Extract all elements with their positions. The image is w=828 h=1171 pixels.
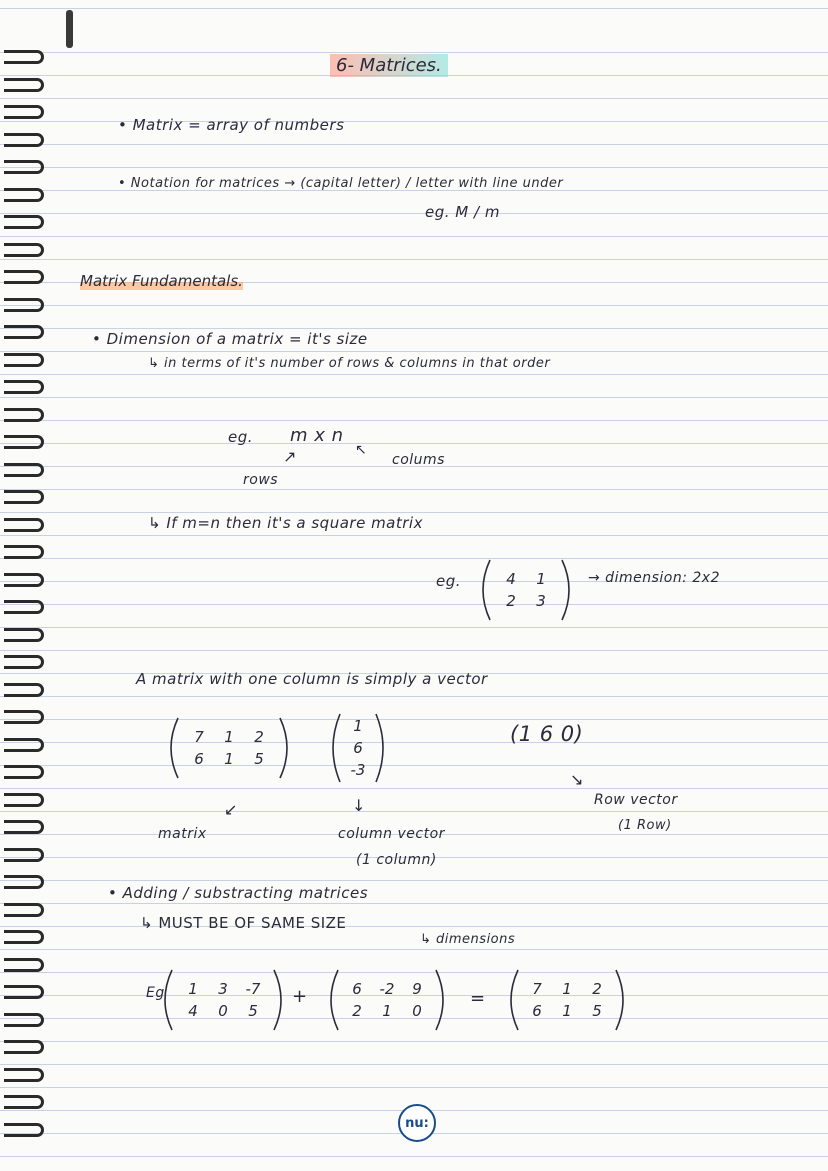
matrix-cell: 5	[592, 1002, 602, 1020]
spiral-ring	[4, 903, 44, 917]
spiral-ring	[4, 765, 44, 779]
spiral-ring	[4, 1068, 44, 1082]
spiral-ring	[4, 628, 44, 642]
adding-statement: • Adding / substracting matrices	[108, 884, 369, 902]
row-arrow-icon: ↘	[570, 770, 584, 789]
spiral-ring	[4, 793, 44, 807]
matrix-cell: 5	[254, 750, 264, 768]
spiral-ring	[4, 518, 44, 532]
columns-label: colums	[392, 452, 445, 468]
matrix-cell: 1	[382, 1002, 392, 1020]
spiral-ring	[4, 820, 44, 834]
square-eg-label: eg.	[436, 572, 462, 590]
same-size-rule: ↳ MUST BE OF SAME SIZE	[140, 914, 347, 932]
spiral-ring	[4, 78, 44, 92]
column-vector-sub: (1 column)	[356, 852, 437, 868]
matrix-cell: 0	[218, 1002, 228, 1020]
square-condition: ↳ If m=n then it's a square matrix	[148, 514, 423, 532]
plus-sign: +	[292, 986, 308, 1007]
matrix-cell: -3	[350, 761, 366, 779]
matrix-cell: 2	[352, 1002, 362, 1020]
dimension-formula: m x n	[290, 425, 344, 446]
spiral-ring	[4, 1040, 44, 1054]
matrix-cell: 2	[254, 728, 264, 746]
spiral-ring	[4, 710, 44, 724]
spiral-ring	[4, 408, 44, 422]
spiral-ring	[4, 353, 44, 367]
matrix-cell: 1	[562, 1002, 572, 1020]
square-matrix	[478, 558, 574, 622]
matrix-cell: 6	[194, 750, 204, 768]
row-vector-label: Row vector	[594, 792, 678, 808]
dimension-explanation: ↳ in terms of it's number of rows & columns in that order	[148, 356, 551, 371]
spiral-ring	[4, 215, 44, 229]
pen-mark	[66, 10, 73, 48]
matrix-cell: -7	[245, 980, 261, 998]
spiral-ring	[4, 1095, 44, 1109]
matrix-cell: 9	[412, 980, 422, 998]
matrix-arrow-icon: ↙	[224, 800, 238, 819]
matrix-cell: 1	[188, 980, 198, 998]
matrix-cell: 7	[194, 728, 204, 746]
spiral-ring	[4, 490, 44, 504]
spiral-ring	[4, 270, 44, 284]
matrix-cell: -2	[379, 980, 395, 998]
matrix-cell: 3	[536, 592, 546, 610]
spiral-ring	[4, 738, 44, 752]
matrix-cell: 6	[532, 1002, 542, 1020]
matrix-cell: 1	[224, 750, 234, 768]
adding-eg-label: Eg	[146, 985, 165, 1001]
nu-logo: nu:	[398, 1104, 436, 1142]
matrix-a	[160, 968, 286, 1032]
spiral-ring	[4, 50, 44, 64]
spiral-ring	[4, 545, 44, 559]
vector-statement: A matrix with one column is simply a vector	[136, 670, 488, 688]
dimensions-note: ↳ dimensions	[420, 932, 516, 947]
page-title: 6- Matrices.	[330, 54, 448, 77]
matrix-cell: 1	[536, 570, 546, 588]
matrix-cell: 1	[562, 980, 572, 998]
matrix-cell: 6	[353, 739, 363, 757]
matrix-cell: 1	[353, 717, 363, 735]
spiral-binding	[0, 0, 52, 1171]
column-vector-label: column vector	[338, 826, 445, 842]
column-arrow-icon: ↓	[352, 796, 366, 815]
rows-label: rows	[243, 472, 279, 488]
equals-sign: =	[470, 988, 486, 1009]
spiral-ring	[4, 133, 44, 147]
spiral-ring	[4, 188, 44, 202]
row-vector-sub: (1 Row)	[618, 818, 672, 833]
spiral-ring	[4, 298, 44, 312]
row-vector: (1 6 0)	[510, 722, 584, 746]
bullet-notation: • Notation for matrices → (capital letter) / letter with line under	[118, 176, 564, 191]
spiral-ring	[4, 848, 44, 862]
matrix-cell: 3	[218, 980, 228, 998]
spiral-ring	[4, 683, 44, 697]
spiral-ring	[4, 1123, 44, 1137]
matrix-cell: 6	[352, 980, 362, 998]
spiral-ring	[4, 875, 44, 889]
spiral-ring	[4, 243, 44, 257]
spiral-ring	[4, 573, 44, 587]
matrix-cell: 2	[506, 592, 516, 610]
square-dimension-note: → dimension: 2x2	[588, 570, 720, 586]
column-vector	[328, 712, 388, 784]
matrix-example	[166, 716, 292, 780]
matrix-cell: 7	[532, 980, 542, 998]
dimension-definition: • Dimension of a matrix = it's size	[92, 330, 368, 348]
spiral-ring	[4, 985, 44, 999]
matrix-cell: 5	[248, 1002, 258, 1020]
spiral-ring	[4, 1013, 44, 1027]
matrix-b	[326, 968, 448, 1032]
columns-arrow-icon: ↖	[355, 442, 368, 458]
notation-example: eg. M / m	[425, 203, 500, 221]
matrix-cell: 4	[506, 570, 516, 588]
matrix-cell: 2	[592, 980, 602, 998]
matrix-label: matrix	[158, 826, 207, 842]
rows-arrow-icon: ↗	[283, 447, 297, 466]
matrix-cell: 1	[224, 728, 234, 746]
spiral-ring	[4, 600, 44, 614]
spiral-ring	[4, 380, 44, 394]
spiral-ring	[4, 105, 44, 119]
matrix-cell: 0	[412, 1002, 422, 1020]
spiral-ring	[4, 463, 44, 477]
spiral-ring	[4, 160, 44, 174]
dimension-eg-label: eg.	[228, 428, 254, 446]
matrix-result	[506, 968, 628, 1032]
spiral-ring	[4, 435, 44, 449]
spiral-ring	[4, 325, 44, 339]
section-heading: Matrix Fundamentals.	[80, 272, 243, 290]
bullet-matrix-definition: • Matrix = array of numbers	[118, 116, 345, 134]
spiral-ring	[4, 655, 44, 669]
spiral-ring	[4, 958, 44, 972]
matrix-cell: 4	[188, 1002, 198, 1020]
spiral-ring	[4, 930, 44, 944]
